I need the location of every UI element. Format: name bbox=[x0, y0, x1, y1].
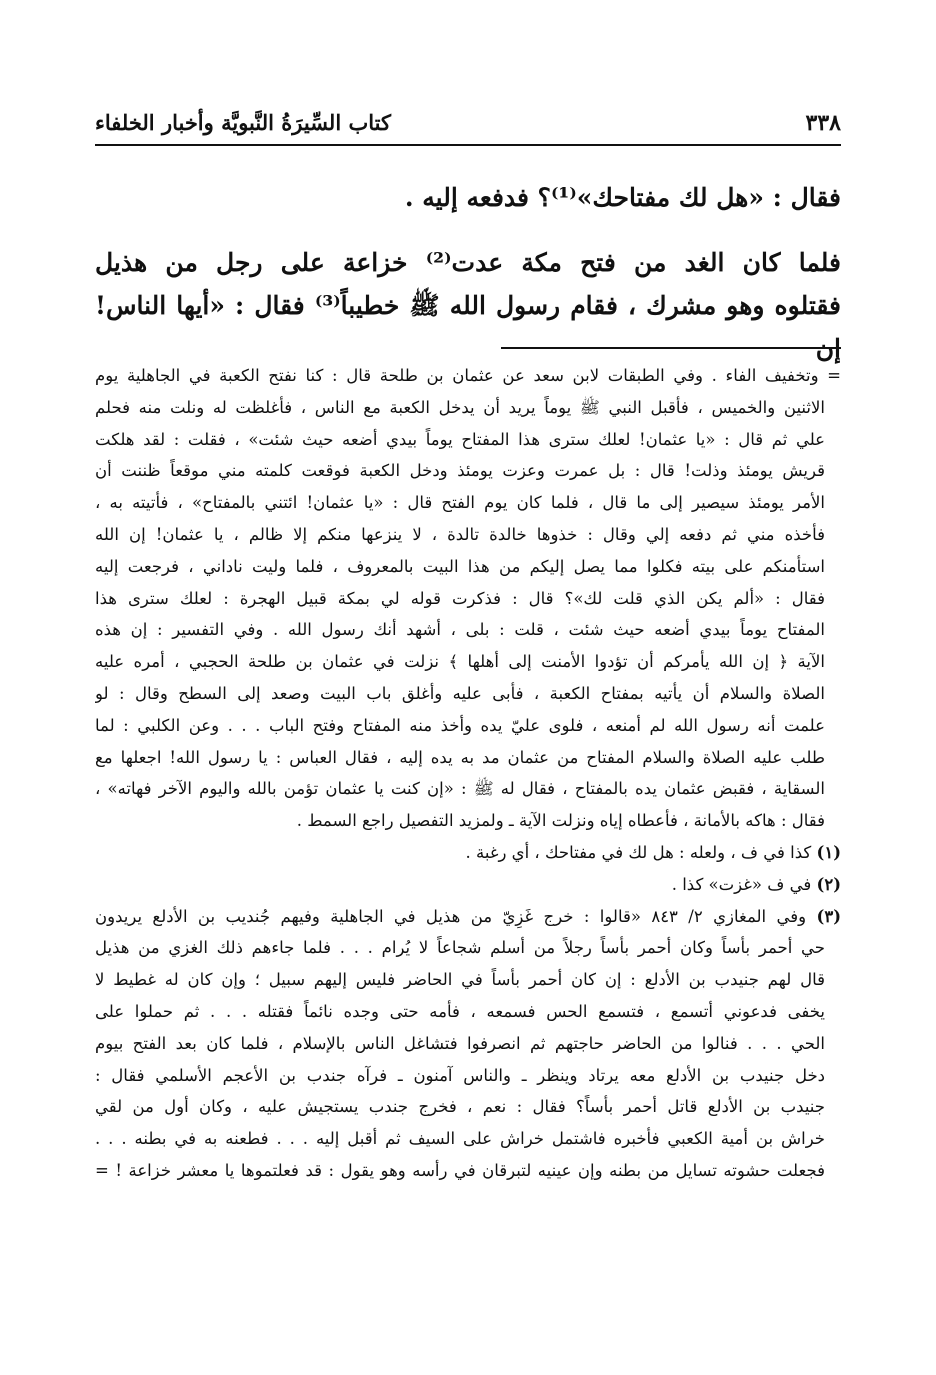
fn-cont-line: السقاية ، فقبض عثمان يده بالمفتاح ، فقال له ﷺ : «إن كنت يا عثمان تؤمن بالله واليوم الآخر فهاته» ، bbox=[95, 779, 825, 799]
footnote-3-line: دخل جنيدب بن الأدلع معه يرتاد وينظر ـ والناس آمنون ـ فرآه جندب بن الأعجم الأسلمي فقال : bbox=[95, 1065, 825, 1085]
fn-cont-line: الاثنين والخميس ، فأقبل النبي ﷺ يوماً يريد أن يدخل الكعبة مع الناس ، فأغلظت له ونلت منه فحلم bbox=[95, 397, 825, 417]
footnote-2-text: في ف «غزت» كذا . bbox=[671, 874, 812, 894]
main-text bbox=[95, 176, 841, 370]
footnote-2-number: (٢) bbox=[816, 874, 841, 894]
main-line-1: فقال : «هل لك مفتاحك»⁽¹⁾؟ فدفعه إليه . bbox=[404, 183, 841, 212]
fn-cont-line: طلب عليه الصلاة والسلام المفتاح من عثمان مد به يده إليه ، فقال العباس : يا رسول الله! اجعلها مع bbox=[95, 747, 825, 767]
footnote-separator bbox=[501, 347, 841, 349]
footnote-3-first-line: وفي المغازي ٢/ ٨٤٣ «قالوا : خرج غَزِيّ من هذيل في الجاهلية وفيهم جُنديب بن الأدلع يريدون bbox=[95, 906, 807, 926]
footnote-1-text: كذا في ف ، ولعله : هل لك في مفتاحك ، أي رغبة . bbox=[465, 842, 812, 862]
footnote-3-line: جنيدب بن الأدلع قاتل أحمر بأساً؟ فقال : نعم ، فخرج جندب يستجيش عليه ، وكان أول من لقي bbox=[95, 1097, 825, 1117]
footnote-2 bbox=[95, 869, 841, 901]
fn-cont-line: الصلاة والسلام أن يأتيه بمفتاح الكعبة ، فأبى عليه وأغلق باب البيت وصعد إلى السطح وقال : لو bbox=[95, 683, 825, 703]
fn-cont-line: استأمنكم على بيته فكلوا مما يصل إليكم من هذا البيت بالمعروف ، فلما وليت ناداني ، فرجعت إليه bbox=[95, 556, 825, 576]
footnote-3-line: فجعلت حشوته تسايل من بطنه وإن عينيه لتبرقان في رأسه وهو يقول : قد فعلتموها يا معشر خزاعة ! = bbox=[95, 1160, 825, 1180]
footnote-3-line: الحي . . . فنالوا من الحاضر حاجتهم ثم انصرفوا فتشاغل الناس بالإسلام ، فلما كان بعد الفتح بيوم bbox=[95, 1033, 825, 1053]
fn-cont-line: المفتاح يوماً بيدي أضعه حيث شئت ، قلت : بلى ، أشهد أنك رسول الله . وفي التفسير : إن هذه bbox=[95, 620, 825, 640]
footnote-3-line: يخفى فدعوني أتسمع ، فتسمع الحس فسمعه ، فأمه حتى وجده نائماً فقتله . . . ثم حملوا على bbox=[95, 1001, 825, 1021]
footnote-3-line: خراش بن أمية الكعبي فأخبره فاشتمل خراش على السيف ثم أقبل إليه . . . فطعنه به في بطنه . . . bbox=[95, 1129, 825, 1149]
book-title: كتاب السِّيرَةُ النَّبويَّة وأخبار الخلفاء bbox=[95, 110, 391, 135]
footnote-3-number: (٣) bbox=[816, 906, 841, 926]
fn-cont-line: الآية ﴿ إن الله يأمركم أن تؤدوا الأمنت إلى أهلها ﴾ نزلت في عثمان بن طلحة الحجبي ، أمره عليه bbox=[95, 652, 825, 672]
fn-cont-line: فأخذه مني ثم دفعه إلي وقال : خذوها خالدة تالدة ، لا ينزعها منكم إلا ظالم ، يا عثمان! إن الله bbox=[95, 524, 825, 544]
fn-cont-line: فقال : «ألم يكن الذي قلت لك»؟ قال : فذكرت قوله لي بمكة قبيل الهجرة : لعلك سترى هذا bbox=[95, 588, 825, 608]
fn-cont-line: قريش يومئذ وذلت! قال : بل عمرت وعزت يومئذ ودخل الكعبة فوقعت كلمته مني موقعاً ظننت أن bbox=[95, 461, 825, 481]
footnote-1 bbox=[95, 837, 841, 869]
main-line-2: فلما كان الغد من فتح مكة عدت⁽²⁾ خزاعة على رجل من هذيل bbox=[95, 248, 841, 277]
page-number: ٣٣٨ bbox=[805, 110, 841, 136]
footnote-3-line: حي أحمر بأساً وكان أحمر بأساً رجلاً من أسلم شجاعاً لا يُرام . . . فلما جاءهم ذلك الغزي من هذيل bbox=[95, 938, 825, 958]
footnote-1-number: (١) bbox=[816, 842, 841, 862]
running-header bbox=[95, 108, 841, 146]
footnotes bbox=[95, 360, 841, 1187]
fn-cont-line: فقال : هاكه بالأمانة ، فأعطاه إياه ونزلت الآية ـ ولمزيد التفصيل راجع السمط . bbox=[296, 811, 825, 831]
footnote-3-line: قال لهم جنيدب بن الأدلع : إن كان أحمر بأساً في الحاضر فليس إليهم سبيل ؛ وإن كان له غطيط لا bbox=[95, 970, 825, 990]
fn-cont-line: = وتخفيف الفاء . وفي الطبقات لابن سعد عن عثمان بن طلحة قال : كنا نفتح الكعبة في الجاهلية يوم bbox=[95, 366, 841, 385]
fn-cont-line: الأمر يومئذ سيصير إلى ما قال ، فلما كان يوم الفتح قال : «يا عثمان! ائتني بالمفتاح» ، فأتيته به ، bbox=[95, 493, 825, 513]
main-line-3: فقتلوه وهو مشرك ، فقام رسول الله ﷺ خطيباً⁽³⁾ فقال : «أيها الناس! إن bbox=[95, 291, 841, 363]
fn-cont-line: علي ثم قال : «يا عثمان! لعلك سترى هذا المفتاح يوماً بيدي أضعه حيث شئت» ، فقلت : لقد هلكت bbox=[95, 429, 825, 449]
footnote-3 bbox=[95, 901, 841, 933]
fn-cont-line: علمت أنه رسول الله لم أمنعه ، فلوى عليّ يده وأخذ منه المفتاح وفتح الباب . . . وعن الكلبي : لما bbox=[95, 715, 825, 735]
